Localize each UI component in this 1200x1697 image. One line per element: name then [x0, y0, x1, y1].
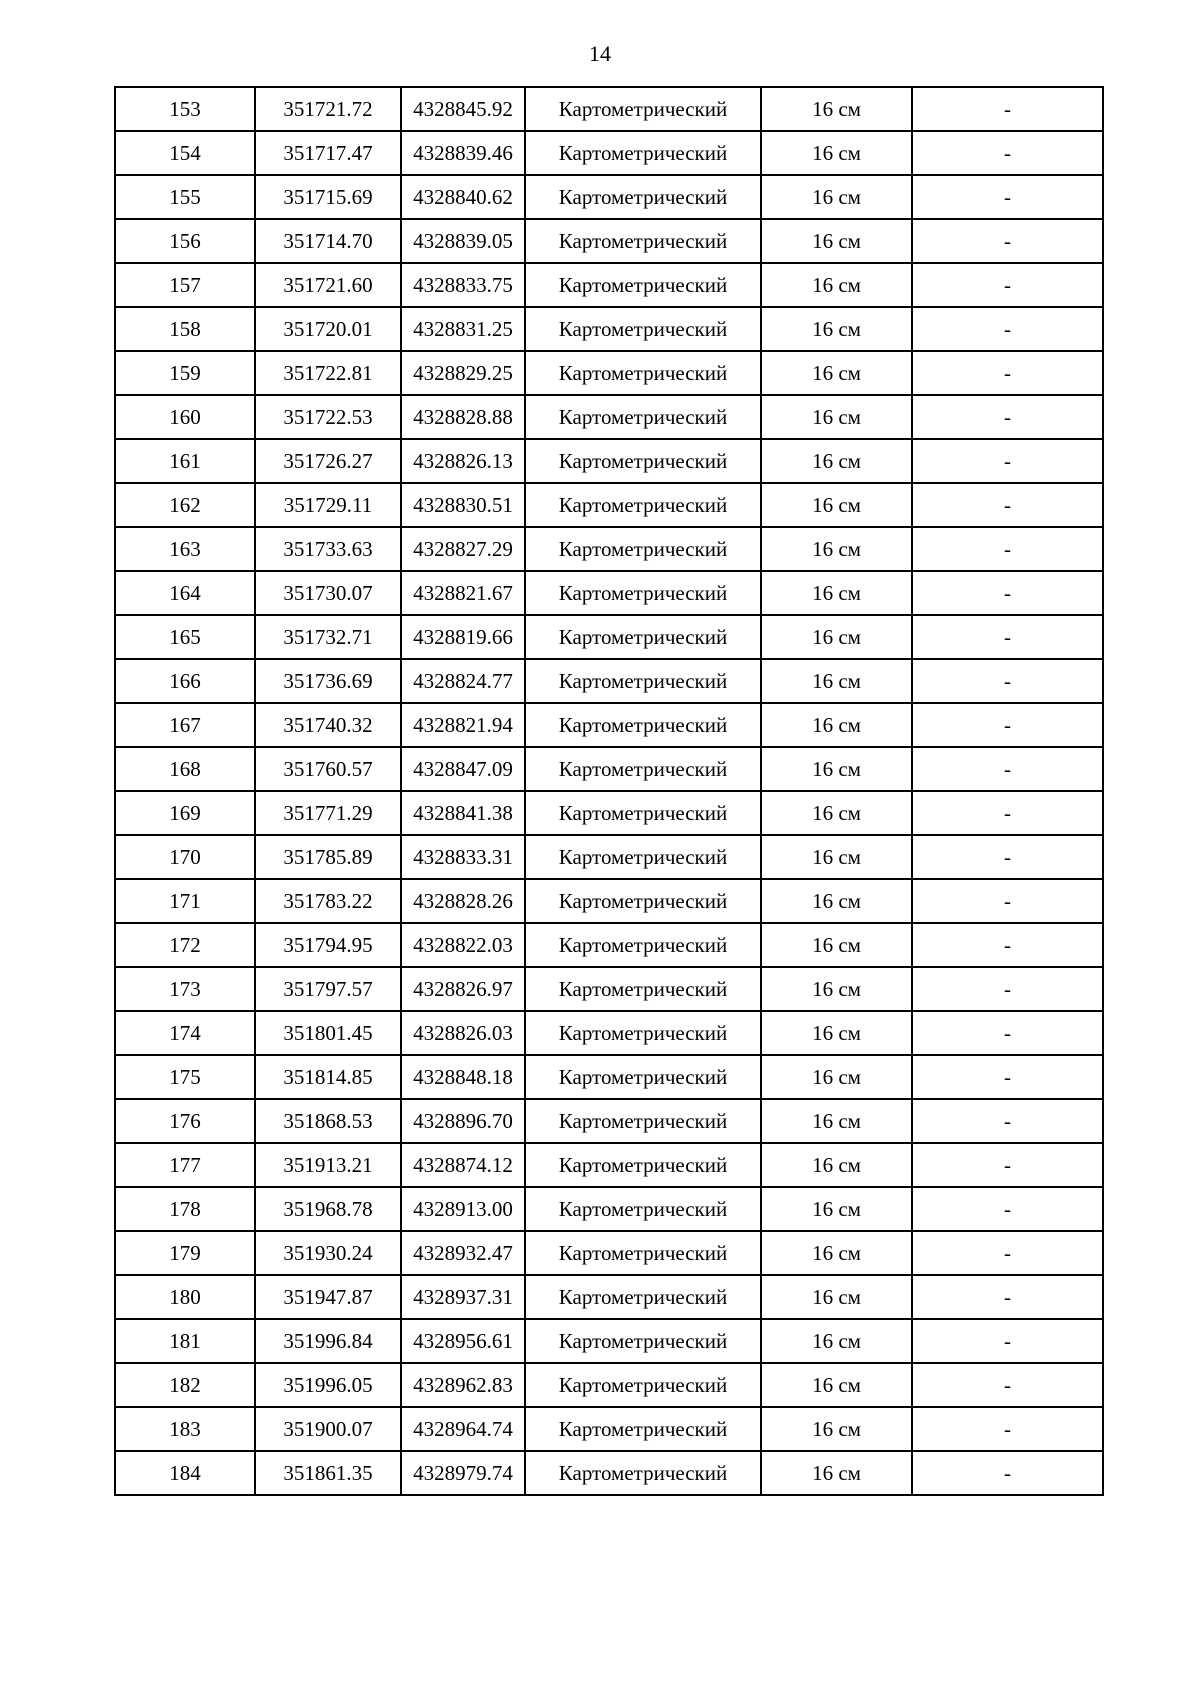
accuracy-cell: 16 см	[761, 351, 912, 395]
accuracy-cell: 16 см	[761, 703, 912, 747]
table-row	[115, 263, 1103, 307]
accuracy-cell: 16 см	[761, 1099, 912, 1143]
y-coordinate-cell: 4328822.03	[401, 923, 525, 967]
x-coordinate-cell: 351722.81	[255, 351, 401, 395]
note-cell: -	[912, 1407, 1103, 1451]
table-row	[115, 923, 1103, 967]
accuracy-cell: 16 см	[761, 659, 912, 703]
table-row	[115, 87, 1103, 131]
accuracy-cell: 16 см	[761, 87, 912, 131]
x-coordinate-cell: 351930.24	[255, 1231, 401, 1275]
accuracy-cell: 16 см	[761, 615, 912, 659]
note-cell: -	[912, 747, 1103, 791]
point-number-cell: 156	[115, 219, 255, 263]
note-cell: -	[912, 1231, 1103, 1275]
method-cell: Картометрический	[525, 131, 761, 175]
note-cell: -	[912, 659, 1103, 703]
point-number-cell: 171	[115, 879, 255, 923]
note-cell: -	[912, 131, 1103, 175]
method-cell: Картометрический	[525, 219, 761, 263]
y-coordinate-cell: 4328848.18	[401, 1055, 525, 1099]
x-coordinate-cell: 351715.69	[255, 175, 401, 219]
x-coordinate-cell: 351900.07	[255, 1407, 401, 1451]
method-cell: Картометрический	[525, 263, 761, 307]
table-row	[115, 1187, 1103, 1231]
point-number-cell: 184	[115, 1451, 255, 1495]
point-number-cell: 164	[115, 571, 255, 615]
note-cell: -	[912, 1187, 1103, 1231]
y-coordinate-cell: 4328830.51	[401, 483, 525, 527]
accuracy-cell: 16 см	[761, 1407, 912, 1451]
table-row	[115, 879, 1103, 923]
accuracy-cell: 16 см	[761, 1187, 912, 1231]
table-row	[115, 791, 1103, 835]
x-coordinate-cell: 351740.32	[255, 703, 401, 747]
x-coordinate-cell: 351801.45	[255, 1011, 401, 1055]
x-coordinate-cell: 351996.05	[255, 1363, 401, 1407]
method-cell: Картометрический	[525, 747, 761, 791]
x-coordinate-cell: 351785.89	[255, 835, 401, 879]
y-coordinate-cell: 4328964.74	[401, 1407, 525, 1451]
x-coordinate-cell: 351783.22	[255, 879, 401, 923]
point-number-cell: 160	[115, 395, 255, 439]
y-coordinate-cell: 4328819.66	[401, 615, 525, 659]
table-row	[115, 351, 1103, 395]
method-cell: Картометрический	[525, 571, 761, 615]
method-cell: Картометрический	[525, 307, 761, 351]
y-coordinate-cell: 4328956.61	[401, 1319, 525, 1363]
point-number-cell: 158	[115, 307, 255, 351]
note-cell: -	[912, 527, 1103, 571]
method-cell: Картометрический	[525, 1231, 761, 1275]
table-row	[115, 1363, 1103, 1407]
x-coordinate-cell: 351729.11	[255, 483, 401, 527]
x-coordinate-cell: 351721.72	[255, 87, 401, 131]
accuracy-cell: 16 см	[761, 747, 912, 791]
note-cell: -	[912, 1011, 1103, 1055]
accuracy-cell: 16 см	[761, 527, 912, 571]
point-number-cell: 179	[115, 1231, 255, 1275]
accuracy-cell: 16 см	[761, 967, 912, 1011]
point-number-cell: 162	[115, 483, 255, 527]
y-coordinate-cell: 4328828.26	[401, 879, 525, 923]
accuracy-cell: 16 см	[761, 1363, 912, 1407]
table-row	[115, 835, 1103, 879]
method-cell: Картометрический	[525, 175, 761, 219]
y-coordinate-cell: 4328824.77	[401, 659, 525, 703]
method-cell: Картометрический	[525, 1451, 761, 1495]
table-row	[115, 1011, 1103, 1055]
x-coordinate-cell: 351730.07	[255, 571, 401, 615]
note-cell: -	[912, 923, 1103, 967]
y-coordinate-cell: 4328839.05	[401, 219, 525, 263]
x-coordinate-cell: 351861.35	[255, 1451, 401, 1495]
note-cell: -	[912, 1319, 1103, 1363]
note-cell: -	[912, 351, 1103, 395]
accuracy-cell: 16 см	[761, 395, 912, 439]
point-number-cell: 183	[115, 1407, 255, 1451]
table-row	[115, 615, 1103, 659]
accuracy-cell: 16 см	[761, 307, 912, 351]
accuracy-cell: 16 см	[761, 131, 912, 175]
table-row	[115, 1231, 1103, 1275]
point-number-cell: 168	[115, 747, 255, 791]
y-coordinate-cell: 4328845.92	[401, 87, 525, 131]
accuracy-cell: 16 см	[761, 175, 912, 219]
note-cell: -	[912, 1363, 1103, 1407]
method-cell: Картометрический	[525, 1275, 761, 1319]
y-coordinate-cell: 4328826.03	[401, 1011, 525, 1055]
note-cell: -	[912, 1055, 1103, 1099]
x-coordinate-cell: 351913.21	[255, 1143, 401, 1187]
method-cell: Картометрический	[525, 87, 761, 131]
accuracy-cell: 16 см	[761, 483, 912, 527]
note-cell: -	[912, 879, 1103, 923]
note-cell: -	[912, 439, 1103, 483]
method-cell: Картометрический	[525, 483, 761, 527]
x-coordinate-cell: 351733.63	[255, 527, 401, 571]
y-coordinate-cell: 4328840.62	[401, 175, 525, 219]
note-cell: -	[912, 175, 1103, 219]
point-number-cell: 153	[115, 87, 255, 131]
table-row	[115, 1055, 1103, 1099]
x-coordinate-cell: 351714.70	[255, 219, 401, 263]
y-coordinate-cell: 4328826.97	[401, 967, 525, 1011]
table-row	[115, 1407, 1103, 1451]
accuracy-cell: 16 см	[761, 1231, 912, 1275]
method-cell: Картометрический	[525, 1011, 761, 1055]
method-cell: Картометрический	[525, 703, 761, 747]
y-coordinate-cell: 4328833.31	[401, 835, 525, 879]
table-row	[115, 483, 1103, 527]
x-coordinate-cell: 351726.27	[255, 439, 401, 483]
method-cell: Картометрический	[525, 395, 761, 439]
point-number-cell: 176	[115, 1099, 255, 1143]
accuracy-cell: 16 см	[761, 835, 912, 879]
method-cell: Картометрический	[525, 527, 761, 571]
note-cell: -	[912, 615, 1103, 659]
x-coordinate-cell: 351794.95	[255, 923, 401, 967]
y-coordinate-cell: 4328913.00	[401, 1187, 525, 1231]
method-cell: Картометрический	[525, 1055, 761, 1099]
table-row	[115, 131, 1103, 175]
point-number-cell: 178	[115, 1187, 255, 1231]
note-cell: -	[912, 263, 1103, 307]
point-number-cell: 167	[115, 703, 255, 747]
y-coordinate-cell: 4328937.31	[401, 1275, 525, 1319]
x-coordinate-cell: 351771.29	[255, 791, 401, 835]
table-row	[115, 967, 1103, 1011]
x-coordinate-cell: 351797.57	[255, 967, 401, 1011]
y-coordinate-cell: 4328828.88	[401, 395, 525, 439]
point-number-cell: 180	[115, 1275, 255, 1319]
table-row	[115, 395, 1103, 439]
accuracy-cell: 16 см	[761, 1319, 912, 1363]
point-number-cell: 177	[115, 1143, 255, 1187]
point-number-cell: 155	[115, 175, 255, 219]
method-cell: Картометрический	[525, 615, 761, 659]
note-cell: -	[912, 967, 1103, 1011]
note-cell: -	[912, 1099, 1103, 1143]
y-coordinate-cell: 4328833.75	[401, 263, 525, 307]
point-number-cell: 172	[115, 923, 255, 967]
accuracy-cell: 16 см	[761, 923, 912, 967]
table-row	[115, 571, 1103, 615]
y-coordinate-cell: 4328979.74	[401, 1451, 525, 1495]
note-cell: -	[912, 219, 1103, 263]
table-row	[115, 1319, 1103, 1363]
table-row	[115, 703, 1103, 747]
note-cell: -	[912, 791, 1103, 835]
y-coordinate-cell: 4328821.67	[401, 571, 525, 615]
table-row	[115, 1143, 1103, 1187]
note-cell: -	[912, 483, 1103, 527]
x-coordinate-cell: 351760.57	[255, 747, 401, 791]
table-row	[115, 1451, 1103, 1495]
x-coordinate-cell: 351868.53	[255, 1099, 401, 1143]
y-coordinate-cell: 4328829.25	[401, 351, 525, 395]
y-coordinate-cell: 4328827.29	[401, 527, 525, 571]
page-number: 14	[589, 41, 611, 66]
method-cell: Картометрический	[525, 1143, 761, 1187]
table-row	[115, 747, 1103, 791]
method-cell: Картометрический	[525, 967, 761, 1011]
point-number-cell: 166	[115, 659, 255, 703]
method-cell: Картометрический	[525, 1187, 761, 1231]
note-cell: -	[912, 571, 1103, 615]
point-number-cell: 170	[115, 835, 255, 879]
point-number-cell: 157	[115, 263, 255, 307]
x-coordinate-cell: 351814.85	[255, 1055, 401, 1099]
method-cell: Картометрический	[525, 791, 761, 835]
accuracy-cell: 16 см	[761, 879, 912, 923]
x-coordinate-cell: 351720.01	[255, 307, 401, 351]
x-coordinate-cell: 351736.69	[255, 659, 401, 703]
accuracy-cell: 16 см	[761, 571, 912, 615]
point-number-cell: 175	[115, 1055, 255, 1099]
method-cell: Картометрический	[525, 659, 761, 703]
y-coordinate-cell: 4328932.47	[401, 1231, 525, 1275]
accuracy-cell: 16 см	[761, 1011, 912, 1055]
y-coordinate-cell: 4328874.12	[401, 1143, 525, 1187]
method-cell: Картометрический	[525, 1407, 761, 1451]
note-cell: -	[912, 395, 1103, 439]
accuracy-cell: 16 см	[761, 439, 912, 483]
accuracy-cell: 16 см	[761, 219, 912, 263]
accuracy-cell: 16 см	[761, 1055, 912, 1099]
x-coordinate-cell: 351968.78	[255, 1187, 401, 1231]
method-cell: Картометрический	[525, 1099, 761, 1143]
y-coordinate-cell: 4328896.70	[401, 1099, 525, 1143]
x-coordinate-cell: 351717.47	[255, 131, 401, 175]
coordinates-table-body	[115, 87, 1103, 1495]
point-number-cell: 181	[115, 1319, 255, 1363]
method-cell: Картометрический	[525, 1363, 761, 1407]
point-number-cell: 161	[115, 439, 255, 483]
table-row	[115, 307, 1103, 351]
y-coordinate-cell: 4328839.46	[401, 131, 525, 175]
x-coordinate-cell: 351721.60	[255, 263, 401, 307]
point-number-cell: 165	[115, 615, 255, 659]
y-coordinate-cell: 4328821.94	[401, 703, 525, 747]
method-cell: Картометрический	[525, 351, 761, 395]
point-number-cell: 182	[115, 1363, 255, 1407]
method-cell: Картометрический	[525, 1319, 761, 1363]
table-row	[115, 439, 1103, 483]
accuracy-cell: 16 см	[761, 263, 912, 307]
x-coordinate-cell: 351732.71	[255, 615, 401, 659]
table-row	[115, 175, 1103, 219]
point-number-cell: 174	[115, 1011, 255, 1055]
point-number-cell: 169	[115, 791, 255, 835]
point-number-cell: 154	[115, 131, 255, 175]
note-cell: -	[912, 1275, 1103, 1319]
table-row	[115, 527, 1103, 571]
table-row	[115, 1275, 1103, 1319]
point-number-cell: 173	[115, 967, 255, 1011]
method-cell: Картометрический	[525, 835, 761, 879]
note-cell: -	[912, 835, 1103, 879]
x-coordinate-cell: 351947.87	[255, 1275, 401, 1319]
note-cell: -	[912, 703, 1103, 747]
accuracy-cell: 16 см	[761, 1275, 912, 1319]
y-coordinate-cell: 4328831.25	[401, 307, 525, 351]
point-number-cell: 159	[115, 351, 255, 395]
accuracy-cell: 16 см	[761, 1451, 912, 1495]
method-cell: Картометрический	[525, 439, 761, 483]
accuracy-cell: 16 см	[761, 1143, 912, 1187]
table-row	[115, 1099, 1103, 1143]
x-coordinate-cell: 351722.53	[255, 395, 401, 439]
coordinates-table	[114, 86, 1104, 1496]
y-coordinate-cell: 4328841.38	[401, 791, 525, 835]
method-cell: Картометрический	[525, 879, 761, 923]
x-coordinate-cell: 351996.84	[255, 1319, 401, 1363]
y-coordinate-cell: 4328962.83	[401, 1363, 525, 1407]
note-cell: -	[912, 1451, 1103, 1495]
point-number-cell: 163	[115, 527, 255, 571]
note-cell: -	[912, 87, 1103, 131]
y-coordinate-cell: 4328826.13	[401, 439, 525, 483]
note-cell: -	[912, 307, 1103, 351]
table-row	[115, 659, 1103, 703]
y-coordinate-cell: 4328847.09	[401, 747, 525, 791]
accuracy-cell: 16 см	[761, 791, 912, 835]
method-cell: Картометрический	[525, 923, 761, 967]
table-row	[115, 219, 1103, 263]
note-cell: -	[912, 1143, 1103, 1187]
